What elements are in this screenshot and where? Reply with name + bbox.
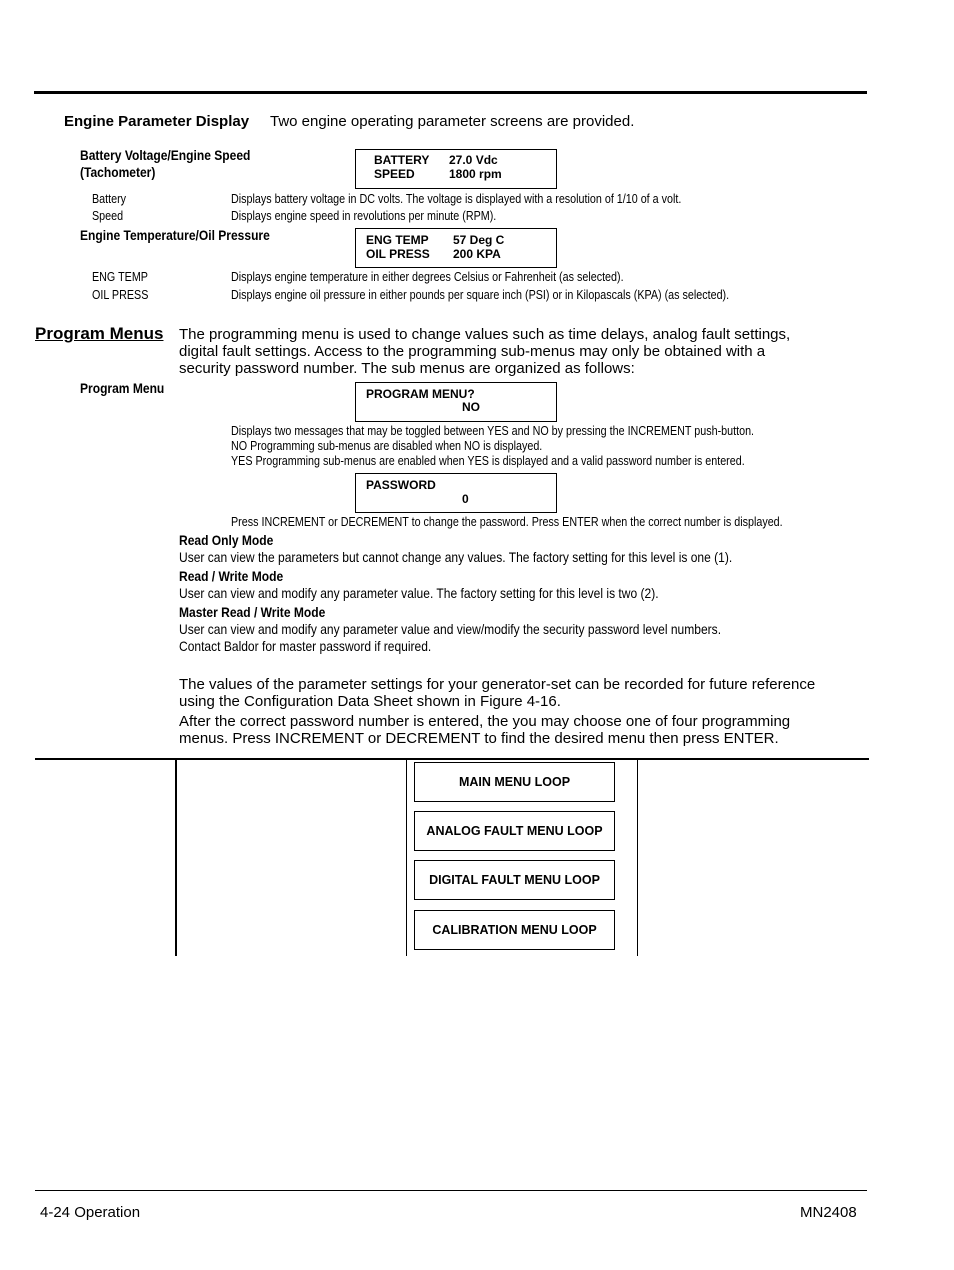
analog-fault-menu-loop-box: ANALOG FAULT MENU LOOP [414,811,615,851]
temp-lcd [355,228,557,268]
password-lcd [355,473,557,513]
closing-line: using the Configuration Data Sheet shown in Figure 4-16. [179,693,561,710]
term: Battery [92,192,127,206]
battery-screen-subtitle: (Tachometer) [80,164,156,180]
program-intro-line: digital fault settings. Access to the programming sub-menus may only be obtained with a [179,343,766,360]
lcd-value: 57 Deg C [453,233,505,247]
calibration-menu-loop-box: CALIBRATION MENU LOOP [414,910,615,950]
lcd-value: 27.0 Vdc [449,153,498,167]
lcd-value: 200 KPA [453,247,501,261]
program-note: NO Programming sub-menus are disabled when NO is displayed. [231,439,543,453]
description: Displays engine temperature in either degrees Celsius or Fahrenheit (as selected). [231,270,624,284]
mode-desc: User can view and modify any parameter value. The factory setting for this level is two (2). [179,585,659,601]
figure-divider [175,760,177,956]
lcd-line: NO [462,400,480,414]
digital-fault-menu-loop-box: DIGITAL FAULT MENU LOOP [414,860,615,900]
main-menu-loop-box: MAIN MENU LOOP [414,762,615,802]
mode-title: Read Only Mode [179,532,274,548]
mode-desc: Contact Baldor for master password if required. [179,638,432,654]
mode-desc: User can view and modify any parameter value and view/modify the security password level numbers. [179,621,722,637]
top-rule [34,91,867,94]
program-menus-heading: Program Menus [35,324,164,343]
lcd-label: OIL PRESS [366,247,430,261]
description: Displays engine oil pressure in either pounds per square inch (PSI) or in Kilopascals (KPA) (as selected). [231,288,730,302]
lcd-line: PROGRAM MENU? [366,387,475,401]
engine-param-heading: Engine Parameter Display [64,113,250,130]
program-note: YES Programming sub-menus are enabled when YES is displayed and a valid password number is entered. [231,454,745,468]
term: Speed [92,209,124,223]
password-note: Press INCREMENT or DECREMENT to change the password. Press ENTER when the correct number is displayed. [231,515,783,529]
battery-lcd [355,149,557,189]
engine-param-intro: Two engine operating parameter screens are provided. [270,113,635,130]
term: OIL PRESS [92,288,149,302]
program-menu-lcd [355,382,557,422]
term: ENG TEMP [92,270,148,284]
program-intro-line: security password number. The sub menus are organized as follows: [179,360,635,377]
figure-divider [637,760,638,956]
lcd-value: 1800 rpm [449,167,502,181]
footer-doc-number: MN2408 [800,1204,857,1221]
lcd-line: PASSWORD [366,478,436,492]
figure-top-rule [35,758,869,760]
lcd-label: ENG TEMP [366,233,429,247]
lcd-line: 0 [462,492,469,506]
closing-line: menus. Press INCREMENT or DECREMENT to find the desired menu then press ENTER. [179,730,779,747]
closing-line: After the correct password number is entered, the you may choose one of four programming [179,713,791,730]
lcd-label: BATTERY [374,153,430,167]
description: Displays engine speed in revolutions per minute (RPM). [231,209,497,223]
lcd-label: SPEED [374,167,415,181]
description: Displays battery voltage in DC volts. The voltage is displayed with a resolution of 1/10 of a volt. [231,192,682,206]
program-intro-line: The programming menu is used to change values such as time delays, analog fault settings, [179,326,791,343]
battery-screen-title: Battery Voltage/Engine Speed [80,147,251,163]
figure-divider [406,760,407,956]
mode-title: Master Read / Write Mode [179,604,326,620]
program-menu-title: Program Menu [80,380,165,396]
program-note: Displays two messages that may be toggled between YES and NO by pressing the INCREMENT push-button. [231,424,755,438]
footer-rule [35,1190,867,1191]
mode-desc: User can view the parameters but cannot change any values. The factory setting for this level is one (1). [179,549,733,565]
mode-title: Read / Write Mode [179,568,284,584]
footer-page-label: 4-24 Operation [40,1204,141,1221]
closing-line: The values of the parameter settings for your generator-set can be recorded for future reference [179,676,816,693]
temp-screen-title: Engine Temperature/Oil Pressure [80,227,270,243]
